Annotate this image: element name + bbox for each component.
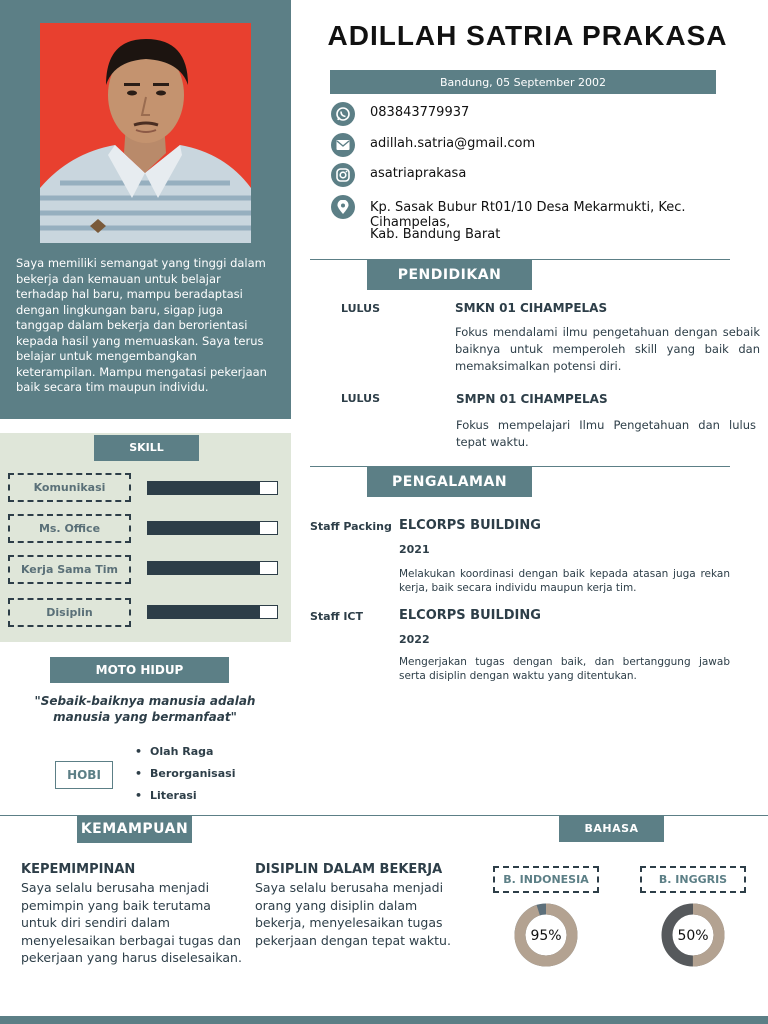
skill-bar-ms-office xyxy=(147,521,278,535)
address-line2: Kab. Bandung Barat xyxy=(370,227,501,242)
address-line1: Kp. Sasak Bubur Rt01/10 Desa Mekarmukti, Kec. Cihampelas, xyxy=(370,200,686,230)
language-label: B. INGGRIS xyxy=(640,866,746,893)
pendidikan-title: PENDIDIKAN xyxy=(367,259,532,290)
moto-text: "Sebaik-baiknya manusia adalah manusia yang bermanfaat" xyxy=(34,694,256,724)
skill-bar-fill xyxy=(148,562,260,574)
education-status: LULUS xyxy=(341,392,381,405)
skill-bar-disiplin xyxy=(147,605,278,619)
experience-year: 2021 xyxy=(399,543,430,556)
skill-label-ms-office: Ms. Office xyxy=(8,514,131,543)
profile-photo xyxy=(40,23,251,243)
portrait-image xyxy=(40,23,251,243)
bahasa-title: BAHASA xyxy=(559,815,664,842)
email-text: adillah.satria@gmail.com xyxy=(370,136,536,151)
skill-bar-komunikasi xyxy=(147,481,278,495)
name-title: ADILLAH SATRIA PRAKASA xyxy=(327,20,728,51)
location-icon xyxy=(331,195,355,219)
experience-company: ELCORPS BUILDING xyxy=(399,608,541,623)
skill-label-disiplin: Disiplin xyxy=(8,598,131,627)
language-label: B. INDONESIA xyxy=(493,866,599,893)
language-percent: 95% xyxy=(530,928,562,944)
birth-info: Bandung, 05 September 2002 xyxy=(330,70,716,94)
email-icon xyxy=(331,133,355,157)
kemampuan-title: KEMAMPUAN xyxy=(77,815,192,843)
experience-role: Staff ICT xyxy=(310,610,364,623)
ability-title: DISIPLIN DALAM BEKERJA xyxy=(255,862,443,877)
hobi-item: • Literasi xyxy=(135,788,235,810)
pengalaman-title: PENGALAMAN xyxy=(367,466,532,497)
about-text: Saya memiliki semangat yang tinggi dalam bekerja dan kemauan untuk belajar terhadap hal baru, mampu beradaptasi dengan lingkungan baru, sigap juga tanggap dalam bekerja dan berorientasi kepada hasil yang memuaskan. Saya terus belajar untuk mengembangkan keterampilan. Mampu mengatasi pekerjaan baik secara tim maupun individu. xyxy=(16,256,267,394)
experience-year: 2022 xyxy=(399,633,430,646)
experience-desc: Mengerjakan tugas dengan baik, dan bertanggung jawab serta disiplin dengan waktu yang ditentukan. xyxy=(399,656,730,682)
skill-title: SKILL xyxy=(94,435,199,461)
skill-label-kerja-sama-tim: Kerja Sama Tim xyxy=(8,555,131,584)
language-donut-inggris xyxy=(661,903,725,967)
education-school: SMKN 01 CIHAMPELAS xyxy=(455,301,608,315)
experience-company: ELCORPS BUILDING xyxy=(399,518,541,533)
instagram-icon xyxy=(331,163,355,187)
skill-bar-fill xyxy=(148,522,260,534)
education-school: SMPN 01 CIHAMPELAS xyxy=(456,392,608,406)
ability-desc: Saya selalu berusaha menjadi pemimpin yang baik terutama untuk diri sendiri dalam menyelesaikan berbagai tugas dan pekerjaan yang harus diselesaikan. xyxy=(21,880,242,965)
skill-bar-kerja-sama-tim xyxy=(147,561,278,575)
hobi-list xyxy=(135,744,235,810)
experience-role: Staff Packing xyxy=(310,520,392,533)
language-donut-indonesia xyxy=(514,903,578,967)
language-percent: 50% xyxy=(677,928,709,944)
education-status: LULUS xyxy=(341,302,381,315)
ability-title: KEPEMIMPINAN xyxy=(21,862,136,877)
skill-label-komunikasi: Komunikasi xyxy=(8,473,131,502)
footer-strip xyxy=(0,1016,768,1024)
instagram-text: asatriaprakasa xyxy=(370,166,467,181)
education-desc: Fokus mempelajari Ilmu Pengetahuan dan lulus tepat waktu. xyxy=(456,418,756,449)
ability-desc: Saya selalu berusaha menjadi orang yang disiplin dalam bekerja, menyelesaikan tugas pekerjaan dengan tepat waktu. xyxy=(255,880,451,948)
skill-bar-fill xyxy=(148,606,260,618)
skill-bar-fill xyxy=(148,482,260,494)
experience-desc: Melakukan koordinasi dengan baik kepada atasan juga rekan kerja, baik secara individu maupun kerja tim. xyxy=(399,568,730,594)
phone-text: 083843779937 xyxy=(370,105,470,120)
hobi-item: • Berorganisasi xyxy=(135,766,235,788)
hobi-title: HOBI xyxy=(55,761,113,789)
moto-title: MOTO HIDUP xyxy=(50,657,229,683)
hobi-item: • Olah Raga xyxy=(135,744,235,766)
whatsapp-icon xyxy=(331,102,355,126)
education-desc: Fokus mendalami ilmu pengetahuan dengan sebaik baiknya untuk memperoleh skill yang baik dan memaksimalkan potensi diri. xyxy=(455,325,760,373)
